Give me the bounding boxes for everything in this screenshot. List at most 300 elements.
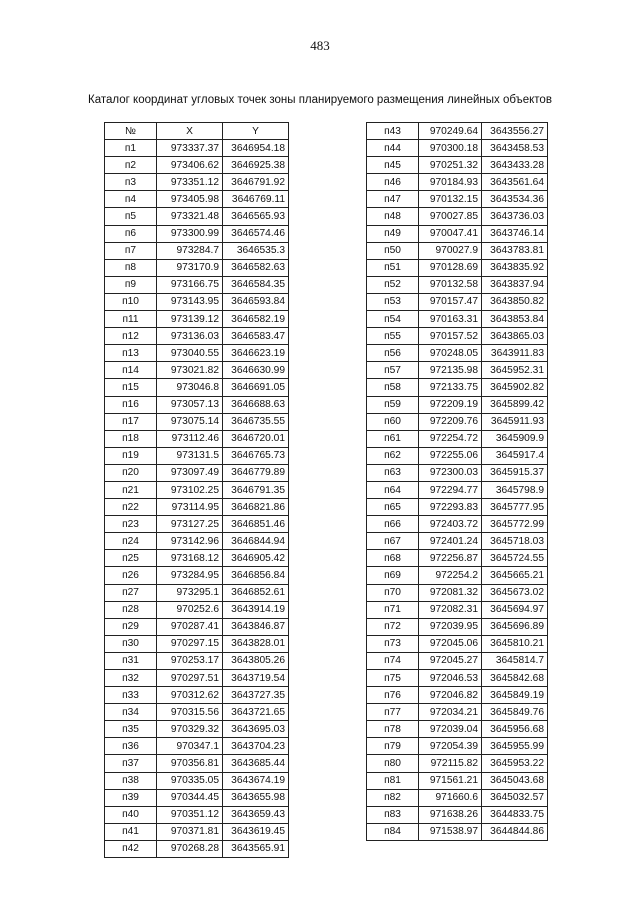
x-coordinate-cell: 973284.7 (157, 242, 223, 259)
y-coordinate-cell: 3645043.68 (482, 772, 548, 789)
y-coordinate-cell: 3645777.95 (482, 499, 548, 516)
point-id-cell: п9 (105, 276, 157, 293)
x-coordinate-cell: 973075.14 (157, 413, 223, 430)
table-row (367, 738, 548, 755)
point-id-cell: п1 (105, 140, 157, 157)
coordinates-table-right (366, 122, 548, 841)
y-coordinate-cell: 3646535.3 (223, 242, 289, 259)
y-coordinate-cell: 3645952.31 (482, 362, 548, 379)
table-row (367, 208, 548, 225)
point-id-cell: п80 (367, 755, 419, 772)
y-coordinate-cell: 3645915.37 (482, 464, 548, 481)
table-row (105, 789, 289, 806)
table-row (367, 499, 548, 516)
y-coordinate-cell: 3646954.18 (223, 140, 289, 157)
y-coordinate-cell: 3643721.65 (223, 704, 289, 721)
point-id-cell: п60 (367, 413, 419, 430)
y-coordinate-cell: 3643911.83 (482, 345, 548, 362)
y-coordinate-cell: 3643727.35 (223, 687, 289, 704)
x-coordinate-cell: 972081.32 (419, 584, 482, 601)
x-coordinate-cell: 973131.5 (157, 447, 223, 464)
x-coordinate-cell: 973170.9 (157, 259, 223, 276)
y-coordinate-cell: 3645798.9 (482, 481, 548, 498)
point-id-cell: п16 (105, 396, 157, 413)
point-id-cell: п25 (105, 550, 157, 567)
point-id-cell: п68 (367, 550, 419, 567)
table-row (367, 430, 548, 447)
x-coordinate-cell: 970027.9 (419, 242, 482, 259)
point-id-cell: п8 (105, 259, 157, 276)
point-id-cell: п26 (105, 567, 157, 584)
point-id-cell: п76 (367, 687, 419, 704)
y-coordinate-cell: 3643835.92 (482, 259, 548, 276)
x-coordinate-cell: 973021.82 (157, 362, 223, 379)
table-row (105, 533, 289, 550)
point-id-cell: п74 (367, 652, 419, 669)
x-coordinate-cell: 970297.15 (157, 635, 223, 652)
y-coordinate-cell: 3645814.7 (482, 652, 548, 669)
x-coordinate-cell: 970163.31 (419, 311, 482, 328)
y-coordinate-cell: 3645842.68 (482, 670, 548, 687)
table-row (105, 328, 289, 345)
point-id-cell: п72 (367, 618, 419, 635)
x-coordinate-cell: 972255.06 (419, 447, 482, 464)
y-coordinate-cell: 3645849.19 (482, 687, 548, 704)
point-id-cell: п15 (105, 379, 157, 396)
y-coordinate-cell: 3645665.21 (482, 567, 548, 584)
x-coordinate-cell: 970249.64 (419, 123, 482, 140)
x-coordinate-cell: 972293.83 (419, 499, 482, 516)
table-row (367, 447, 548, 464)
table-row (367, 755, 548, 772)
x-coordinate-cell: 970347.1 (157, 738, 223, 755)
y-coordinate-cell: 3646765.73 (223, 447, 289, 464)
table-row (105, 225, 289, 242)
y-coordinate-cell: 3646565.93 (223, 208, 289, 225)
y-coordinate-cell: 3646593.84 (223, 293, 289, 310)
y-coordinate-cell: 3643850.82 (482, 293, 548, 310)
y-coordinate-cell: 3645955.99 (482, 738, 548, 755)
x-coordinate-cell: 972046.53 (419, 670, 482, 687)
table-row (367, 293, 548, 310)
y-coordinate-cell: 3646688.63 (223, 396, 289, 413)
x-coordinate-cell: 970132.58 (419, 276, 482, 293)
y-coordinate-cell: 3643534.36 (482, 191, 548, 208)
y-coordinate-cell: 3643865.03 (482, 328, 548, 345)
y-coordinate-cell: 3645953.22 (482, 755, 548, 772)
y-coordinate-cell: 3643837.94 (482, 276, 548, 293)
point-id-cell: п50 (367, 242, 419, 259)
table-row (105, 499, 289, 516)
table-row (105, 755, 289, 772)
x-coordinate-cell: 972115.82 (419, 755, 482, 772)
point-id-cell: п4 (105, 191, 157, 208)
table-row (105, 772, 289, 789)
table-row (367, 464, 548, 481)
y-coordinate-cell: 3643655.98 (223, 789, 289, 806)
x-coordinate-cell: 972046.82 (419, 687, 482, 704)
x-coordinate-cell: 970253.17 (157, 652, 223, 669)
x-coordinate-cell: 973351.12 (157, 174, 223, 191)
table-row (105, 687, 289, 704)
x-coordinate-cell: 973127.25 (157, 516, 223, 533)
table-row (367, 823, 548, 840)
point-id-cell: п49 (367, 225, 419, 242)
point-id-cell: п37 (105, 755, 157, 772)
table-row (367, 567, 548, 584)
table-row (367, 481, 548, 498)
y-coordinate-cell: 3643736.03 (482, 208, 548, 225)
point-id-cell: п5 (105, 208, 157, 225)
y-coordinate-cell: 3643783.81 (482, 242, 548, 259)
point-id-cell: п55 (367, 328, 419, 345)
table-row (105, 276, 289, 293)
table-row (367, 328, 548, 345)
x-coordinate-cell: 973046.8 (157, 379, 223, 396)
table-row (105, 652, 289, 669)
y-coordinate-cell: 3645696.89 (482, 618, 548, 635)
table-row (105, 362, 289, 379)
point-id-cell: п11 (105, 311, 157, 328)
x-coordinate-cell: 971561.21 (419, 772, 482, 789)
table-row (367, 276, 548, 293)
table-row (105, 311, 289, 328)
table-row (367, 311, 548, 328)
point-id-cell: п51 (367, 259, 419, 276)
table-row (105, 396, 289, 413)
x-coordinate-cell: 972254.72 (419, 430, 482, 447)
table-row (367, 806, 548, 823)
y-coordinate-cell: 3645911.93 (482, 413, 548, 430)
table-row (367, 652, 548, 669)
table-row (367, 396, 548, 413)
point-id-cell: п21 (105, 481, 157, 498)
point-id-cell: п28 (105, 601, 157, 618)
y-coordinate-cell: 3644833.75 (482, 806, 548, 823)
table-row (105, 174, 289, 191)
x-coordinate-cell: 973102.25 (157, 481, 223, 498)
point-id-cell: п65 (367, 499, 419, 516)
point-id-cell: п63 (367, 464, 419, 481)
point-id-cell: п64 (367, 481, 419, 498)
y-coordinate-cell: 3643695.03 (223, 721, 289, 738)
y-coordinate-cell: 3645899.42 (482, 396, 548, 413)
table-row (367, 191, 548, 208)
x-coordinate-cell: 973337.37 (157, 140, 223, 157)
x-coordinate-cell: 970027.85 (419, 208, 482, 225)
point-id-cell: п36 (105, 738, 157, 755)
x-coordinate-cell: 970371.81 (157, 823, 223, 840)
table-row (367, 157, 548, 174)
y-coordinate-cell: 3646582.19 (223, 311, 289, 328)
table-row (367, 362, 548, 379)
table-row (105, 259, 289, 276)
x-coordinate-cell: 973168.12 (157, 550, 223, 567)
y-coordinate-cell: 3645694.97 (482, 601, 548, 618)
table-row (105, 567, 289, 584)
x-coordinate-cell: 970344.45 (157, 789, 223, 806)
y-coordinate-cell: 3643619.45 (223, 823, 289, 840)
y-coordinate-cell: 3645724.55 (482, 550, 548, 567)
y-coordinate-cell: 3646925.38 (223, 157, 289, 174)
y-coordinate-cell: 3646821.86 (223, 499, 289, 516)
x-coordinate-cell: 970047.41 (419, 225, 482, 242)
x-coordinate-cell: 970251.32 (419, 157, 482, 174)
y-coordinate-cell: 3643561.64 (482, 174, 548, 191)
x-coordinate-cell: 970297.51 (157, 670, 223, 687)
coordinates-table-left (104, 122, 289, 858)
point-id-cell: п23 (105, 516, 157, 533)
x-coordinate-cell: 973406.62 (157, 157, 223, 174)
y-coordinate-cell: 3644844.86 (482, 823, 548, 840)
point-id-cell: п44 (367, 140, 419, 157)
point-id-cell: п53 (367, 293, 419, 310)
table-row (367, 259, 548, 276)
y-coordinate-cell: 3645810.21 (482, 635, 548, 652)
table-row (367, 670, 548, 687)
x-coordinate-cell: 972294.77 (419, 481, 482, 498)
x-coordinate-cell: 970248.05 (419, 345, 482, 362)
y-coordinate-cell: 3645909.9 (482, 430, 548, 447)
header-x: X (157, 123, 223, 140)
x-coordinate-cell: 970356.81 (157, 755, 223, 772)
point-id-cell: п79 (367, 738, 419, 755)
point-id-cell: п56 (367, 345, 419, 362)
table-row (105, 140, 289, 157)
y-coordinate-cell: 3643458.53 (482, 140, 548, 157)
y-coordinate-cell: 3646905.42 (223, 550, 289, 567)
point-id-cell: п66 (367, 516, 419, 533)
x-coordinate-cell: 972039.04 (419, 721, 482, 738)
table-row (105, 242, 289, 259)
x-coordinate-cell: 970132.15 (419, 191, 482, 208)
y-coordinate-cell: 3645772.99 (482, 516, 548, 533)
table-row (367, 550, 548, 567)
table-row (105, 379, 289, 396)
point-id-cell: п78 (367, 721, 419, 738)
table-row (105, 738, 289, 755)
table-row (367, 533, 548, 550)
x-coordinate-cell: 970184.93 (419, 174, 482, 191)
point-id-cell: п52 (367, 276, 419, 293)
table-row (105, 635, 289, 652)
table-row (105, 516, 289, 533)
point-id-cell: п47 (367, 191, 419, 208)
y-coordinate-cell: 3646584.35 (223, 276, 289, 293)
y-coordinate-cell: 3643556.27 (482, 123, 548, 140)
table-row (105, 618, 289, 635)
table-row (105, 191, 289, 208)
table-row (105, 464, 289, 481)
point-id-cell: п34 (105, 704, 157, 721)
y-coordinate-cell: 3646851.46 (223, 516, 289, 533)
x-coordinate-cell: 972045.27 (419, 652, 482, 669)
table-row (105, 430, 289, 447)
table-row (367, 687, 548, 704)
table-row (105, 550, 289, 567)
x-coordinate-cell: 973097.49 (157, 464, 223, 481)
x-coordinate-cell: 973321.48 (157, 208, 223, 225)
table-row (105, 806, 289, 823)
x-coordinate-cell: 973040.55 (157, 345, 223, 362)
y-coordinate-cell: 3645849.76 (482, 704, 548, 721)
point-id-cell: п18 (105, 430, 157, 447)
point-id-cell: п46 (367, 174, 419, 191)
x-coordinate-cell: 973142.96 (157, 533, 223, 550)
point-id-cell: п14 (105, 362, 157, 379)
x-coordinate-cell: 971638.26 (419, 806, 482, 823)
y-coordinate-cell: 3645917.4 (482, 447, 548, 464)
point-id-cell: п45 (367, 157, 419, 174)
table-row (105, 584, 289, 601)
x-coordinate-cell: 972401.24 (419, 533, 482, 550)
point-id-cell: п81 (367, 772, 419, 789)
table-row (105, 601, 289, 618)
y-coordinate-cell: 3643853.84 (482, 311, 548, 328)
y-coordinate-cell: 3646582.63 (223, 259, 289, 276)
y-coordinate-cell: 3645718.03 (482, 533, 548, 550)
table-row (105, 447, 289, 464)
point-id-cell: п39 (105, 789, 157, 806)
point-id-cell: п70 (367, 584, 419, 601)
y-coordinate-cell: 3643914.19 (223, 601, 289, 618)
table-header-row (105, 123, 289, 140)
point-id-cell: п42 (105, 840, 157, 857)
table-row (367, 242, 548, 259)
x-coordinate-cell: 972403.72 (419, 516, 482, 533)
y-coordinate-cell: 3646691.05 (223, 379, 289, 396)
table-row (367, 772, 548, 789)
point-id-cell: п57 (367, 362, 419, 379)
y-coordinate-cell: 3643674.19 (223, 772, 289, 789)
point-id-cell: п61 (367, 430, 419, 447)
point-id-cell: п59 (367, 396, 419, 413)
x-coordinate-cell: 970157.52 (419, 328, 482, 345)
table-row (367, 225, 548, 242)
x-coordinate-cell: 972054.39 (419, 738, 482, 755)
y-coordinate-cell: 3646583.47 (223, 328, 289, 345)
x-coordinate-cell: 973136.03 (157, 328, 223, 345)
y-coordinate-cell: 3646623.19 (223, 345, 289, 362)
table-row (367, 516, 548, 533)
y-coordinate-cell: 3646779.89 (223, 464, 289, 481)
x-coordinate-cell: 973143.95 (157, 293, 223, 310)
point-id-cell: п48 (367, 208, 419, 225)
point-id-cell: п75 (367, 670, 419, 687)
x-coordinate-cell: 972254.2 (419, 567, 482, 584)
y-coordinate-cell: 3646791.35 (223, 481, 289, 498)
x-coordinate-cell: 972133.75 (419, 379, 482, 396)
point-id-cell: п41 (105, 823, 157, 840)
point-id-cell: п20 (105, 464, 157, 481)
point-id-cell: п58 (367, 379, 419, 396)
table-row (105, 704, 289, 721)
point-id-cell: п62 (367, 447, 419, 464)
point-id-cell: п40 (105, 806, 157, 823)
point-id-cell: п71 (367, 601, 419, 618)
table-row (367, 789, 548, 806)
header-y: Y (223, 123, 289, 140)
y-coordinate-cell: 3643828.01 (223, 635, 289, 652)
point-id-cell: п33 (105, 687, 157, 704)
point-id-cell: п38 (105, 772, 157, 789)
table-row (367, 345, 548, 362)
table-row (105, 840, 289, 857)
point-id-cell: п10 (105, 293, 157, 310)
x-coordinate-cell: 972082.31 (419, 601, 482, 618)
point-id-cell: п35 (105, 721, 157, 738)
y-coordinate-cell: 3643704.23 (223, 738, 289, 755)
table-row (105, 823, 289, 840)
y-coordinate-cell: 3646735.55 (223, 413, 289, 430)
catalog-title: Каталог координат угловых точек зоны планируемого размещения линейных объектов (88, 94, 552, 106)
point-id-cell: п30 (105, 635, 157, 652)
x-coordinate-cell: 973295.1 (157, 584, 223, 601)
y-coordinate-cell: 3646852.61 (223, 584, 289, 601)
x-coordinate-cell: 973114.95 (157, 499, 223, 516)
y-coordinate-cell: 3646791.92 (223, 174, 289, 191)
point-id-cell: п6 (105, 225, 157, 242)
point-id-cell: п73 (367, 635, 419, 652)
point-id-cell: п82 (367, 789, 419, 806)
point-id-cell: п13 (105, 345, 157, 362)
x-coordinate-cell: 970329.32 (157, 721, 223, 738)
y-coordinate-cell: 3646720.01 (223, 430, 289, 447)
table-row (367, 618, 548, 635)
y-coordinate-cell: 3643805.26 (223, 652, 289, 669)
y-coordinate-cell: 3646630.99 (223, 362, 289, 379)
table-row (105, 293, 289, 310)
table-row (367, 635, 548, 652)
y-coordinate-cell: 3646844.94 (223, 533, 289, 550)
point-id-cell: п84 (367, 823, 419, 840)
point-id-cell: п3 (105, 174, 157, 191)
table-row (105, 481, 289, 498)
x-coordinate-cell: 973057.13 (157, 396, 223, 413)
x-coordinate-cell: 970157.47 (419, 293, 482, 310)
point-id-cell: п54 (367, 311, 419, 328)
point-id-cell: п31 (105, 652, 157, 669)
x-coordinate-cell: 973405.98 (157, 191, 223, 208)
x-coordinate-cell: 970252.6 (157, 601, 223, 618)
x-coordinate-cell: 970287.41 (157, 618, 223, 635)
x-coordinate-cell: 970128.69 (419, 259, 482, 276)
point-id-cell: п17 (105, 413, 157, 430)
table-row (367, 721, 548, 738)
y-coordinate-cell: 3643685.44 (223, 755, 289, 772)
x-coordinate-cell: 972039.95 (419, 618, 482, 635)
y-coordinate-cell: 3646574.46 (223, 225, 289, 242)
x-coordinate-cell: 970315.56 (157, 704, 223, 721)
point-id-cell: п22 (105, 499, 157, 516)
table-row (105, 721, 289, 738)
y-coordinate-cell: 3646856.84 (223, 567, 289, 584)
x-coordinate-cell: 971660.6 (419, 789, 482, 806)
x-coordinate-cell: 973139.12 (157, 311, 223, 328)
x-coordinate-cell: 971538.97 (419, 823, 482, 840)
table-row (367, 140, 548, 157)
y-coordinate-cell: 3645673.02 (482, 584, 548, 601)
y-coordinate-cell: 3645032.57 (482, 789, 548, 806)
table-row (105, 157, 289, 174)
table-row (367, 413, 548, 430)
table-row (105, 345, 289, 362)
table-row (367, 704, 548, 721)
table-row (105, 670, 289, 687)
point-id-cell: п27 (105, 584, 157, 601)
y-coordinate-cell: 3643433.28 (482, 157, 548, 174)
table-row (367, 123, 548, 140)
